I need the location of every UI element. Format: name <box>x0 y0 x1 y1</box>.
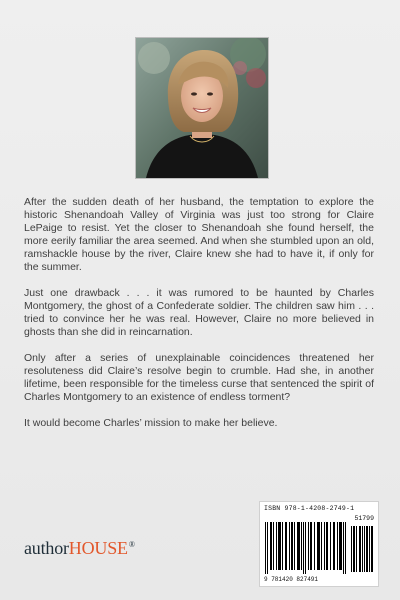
author-photo <box>135 37 269 179</box>
blurb-paragraph-4: It would become Charles’ mission to make her believe. <box>24 417 278 429</box>
registered-mark: ® <box>128 540 135 549</box>
blurb-paragraph-3: Only after a series of unexplainable coincidences threatened her resoluteness did Claire’s resolve begin to crumble. Had she, in another lifetime, been responsible for the timeless curse that sentenced the spirit of Charles Montgomery to an existence of endless torment? <box>24 352 374 403</box>
ean-text: 9 781420 827491 <box>264 576 319 583</box>
price-code: 51799 <box>354 515 374 522</box>
barcode-bars <box>263 522 375 576</box>
author-portrait-image <box>136 38 268 178</box>
back-cover-blurb <box>24 196 374 443</box>
publisher-logo-house: HOUSE <box>68 538 128 558</box>
isbn-text: ISBN 978-1-4208-2749-1 <box>264 505 355 512</box>
isbn-barcode <box>259 501 379 587</box>
blurb-paragraph-1: After the sudden death of her husband, the temptation to explore the historic Shenandoah Valley of Virginia was just too strong for Claire LePaige to resist. Yet the closer to Shenandoah she found herself, the more eerily familiar the area seemed. And when she stumbled upon an old, ramshackle house by the river, Claire knew she had to have it, if only for the summer. <box>24 196 374 273</box>
publisher-logo-author: author <box>24 538 69 558</box>
publisher-logo <box>24 538 135 559</box>
blurb-paragraph-2: Just one drawback . . . it was rumored to be haunted by Charles Montgomery, the ghost of a Confederate soldier. The children saw him . . . tried to convince her he was real. However, Claire no more believed in ghosts than she did in reincarnation. <box>24 287 374 338</box>
